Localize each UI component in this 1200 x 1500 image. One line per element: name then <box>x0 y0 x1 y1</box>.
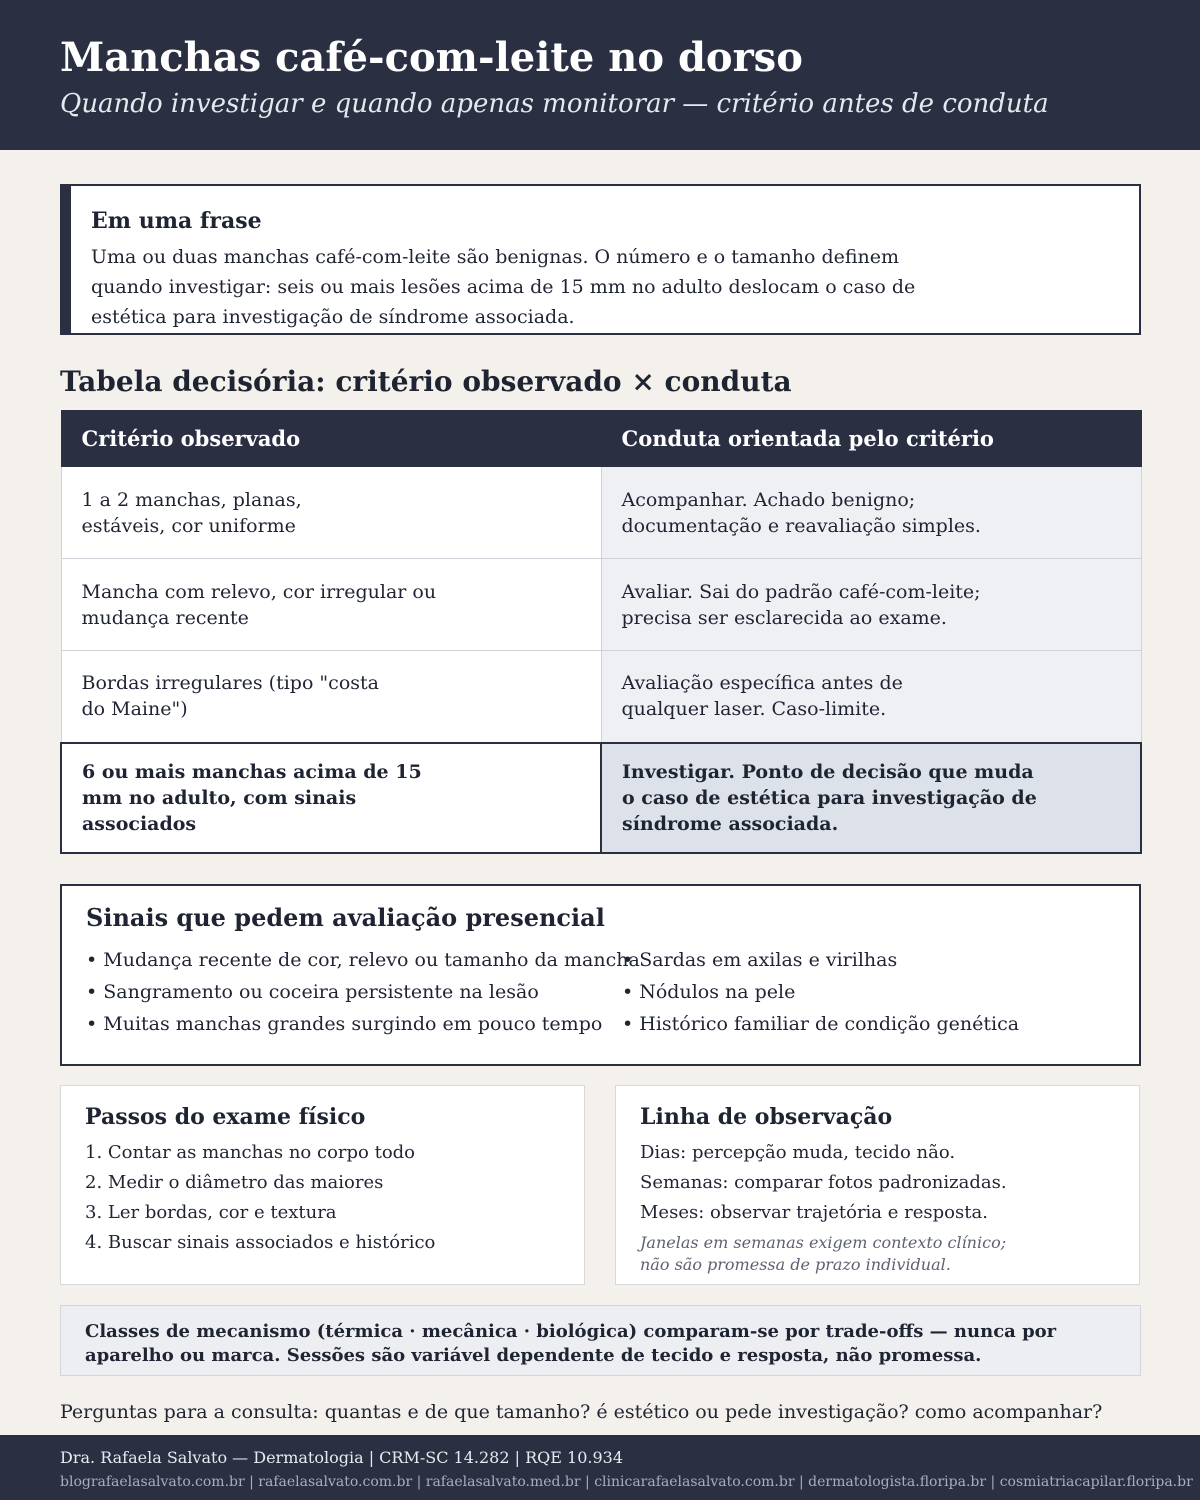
exam-steps-heading: Passos do exame físico <box>85 1104 366 1130</box>
list-item: Semanas: comparar fotos padronizadas. <box>640 1172 1007 1193</box>
list-item: Dias: percepção muda, tecido não. <box>640 1142 956 1163</box>
exam-steps-card <box>60 1085 585 1285</box>
table-header-row <box>61 411 1141 467</box>
conduct-cell: Acompanhar. Achado benigno; documentação e reavaliação simples. <box>601 467 1141 559</box>
table-row <box>61 651 1141 743</box>
page-subtitle: Quando investigar e quando apenas monitorar — critério antes de conduta <box>60 89 1049 119</box>
conduct-cell: Investigar. Ponto de decisão que muda o caso de estética para investigação de síndrome associada. <box>601 743 1141 853</box>
page-header <box>0 0 1200 150</box>
criterion-cell: 1 a 2 manchas, planas, estáveis, cor uniforme <box>61 467 601 559</box>
doctor-credentials: Dra. Rafaela Salvato — Dermatologia | CRM-SC 14.282 | RQE 10.934 <box>60 1448 623 1467</box>
table-row-highlight <box>61 743 1141 853</box>
table-row <box>61 467 1141 559</box>
conduct-cell: Avaliar. Sai do padrão café-com-leite; precisa ser esclarecida ao exame. <box>601 559 1141 651</box>
conduct-cell: Avaliação específica antes de qualquer laser. Caso-limite. <box>601 651 1141 743</box>
page-footer <box>0 1435 1200 1500</box>
table-header-conduct: Conduta orientada pelo critério <box>601 411 1141 467</box>
decision-table-title: Tabela decisória: critério observado × conduta <box>60 365 792 398</box>
list-item: 2. Medir o diâmetro das maiores <box>85 1172 384 1193</box>
warning-signs-heading: Sinais que pedem avaliação presencial <box>86 903 605 932</box>
criterion-cell: Bordas irregulares (tipo "costa do Maine") <box>61 651 601 743</box>
page-title: Manchas café-com-leite no dorso <box>60 34 803 81</box>
list-item: • Histórico familiar de condição genética <box>622 1013 1020 1035</box>
warning-signs-box <box>60 884 1141 1066</box>
list-item: • Mudança recente de cor, relevo ou tamanho da mancha <box>86 949 640 971</box>
warning-signs-left-list <box>86 944 640 1040</box>
list-item: 4. Buscar sinais associados e histórico <box>85 1232 436 1253</box>
observation-note: Janelas em semanas exigem contexto clínico; não são promessa de prazo individual. <box>640 1233 1007 1274</box>
table-row <box>61 559 1141 651</box>
list-item: • Sangramento ou coceira persistente na lesão <box>86 981 539 1003</box>
list-item: 1. Contar as manchas no corpo todo <box>85 1142 416 1163</box>
summary-heading: Em uma frase <box>91 208 262 234</box>
list-item: Meses: observar trajetória e resposta. <box>640 1202 988 1223</box>
mechanism-callout: Classes de mecanismo (térmica · mecânica · biológica) comparam-se por trade-offs — nunca por aparelho ou marca. Sessões são variável dependente de tecido e resposta, não promessa. <box>60 1305 1141 1376</box>
criterion-cell: 6 ou mais manchas acima de 15 mm no adulto, com sinais associados <box>61 743 601 853</box>
summary-box <box>60 184 1141 335</box>
table-header-criterion: Critério observado <box>61 411 601 467</box>
consultation-questions: Perguntas para a consulta: quantas e de que tamanho? é estético ou pede investigação? como acompanhar? <box>60 1401 1103 1423</box>
list-item: • Sardas em axilas e virilhas <box>622 949 898 971</box>
list-item: • Muitas manchas grandes surgindo em pouco tempo <box>86 1013 603 1035</box>
criterion-cell: Mancha com relevo, cor irregular ou mudança recente <box>61 559 601 651</box>
website-links: blografaelasalvato.com.br | rafaelasalvato.com.br | rafaelasalvato.med.br | clinicarafaelasalvato.com.br | dermatologista.floripa.br | cosmiatriacapilar.floripa.br <box>60 1474 1193 1490</box>
observation-card <box>615 1085 1140 1285</box>
summary-text: Uma ou duas manchas café-com-leite são benignas. O número e o tamanho definem quando investigar: seis ou mais lesões acima de 15 mm no adulto deslocam o caso de estética para investigação de síndrome associada. <box>91 246 916 328</box>
observation-heading: Linha de observação <box>640 1104 893 1130</box>
warning-signs-right-list <box>622 944 1019 1040</box>
decision-table <box>60 410 1142 854</box>
list-item: 3. Ler bordas, cor e textura <box>85 1202 337 1223</box>
list-item: • Nódulos na pele <box>622 981 796 1003</box>
